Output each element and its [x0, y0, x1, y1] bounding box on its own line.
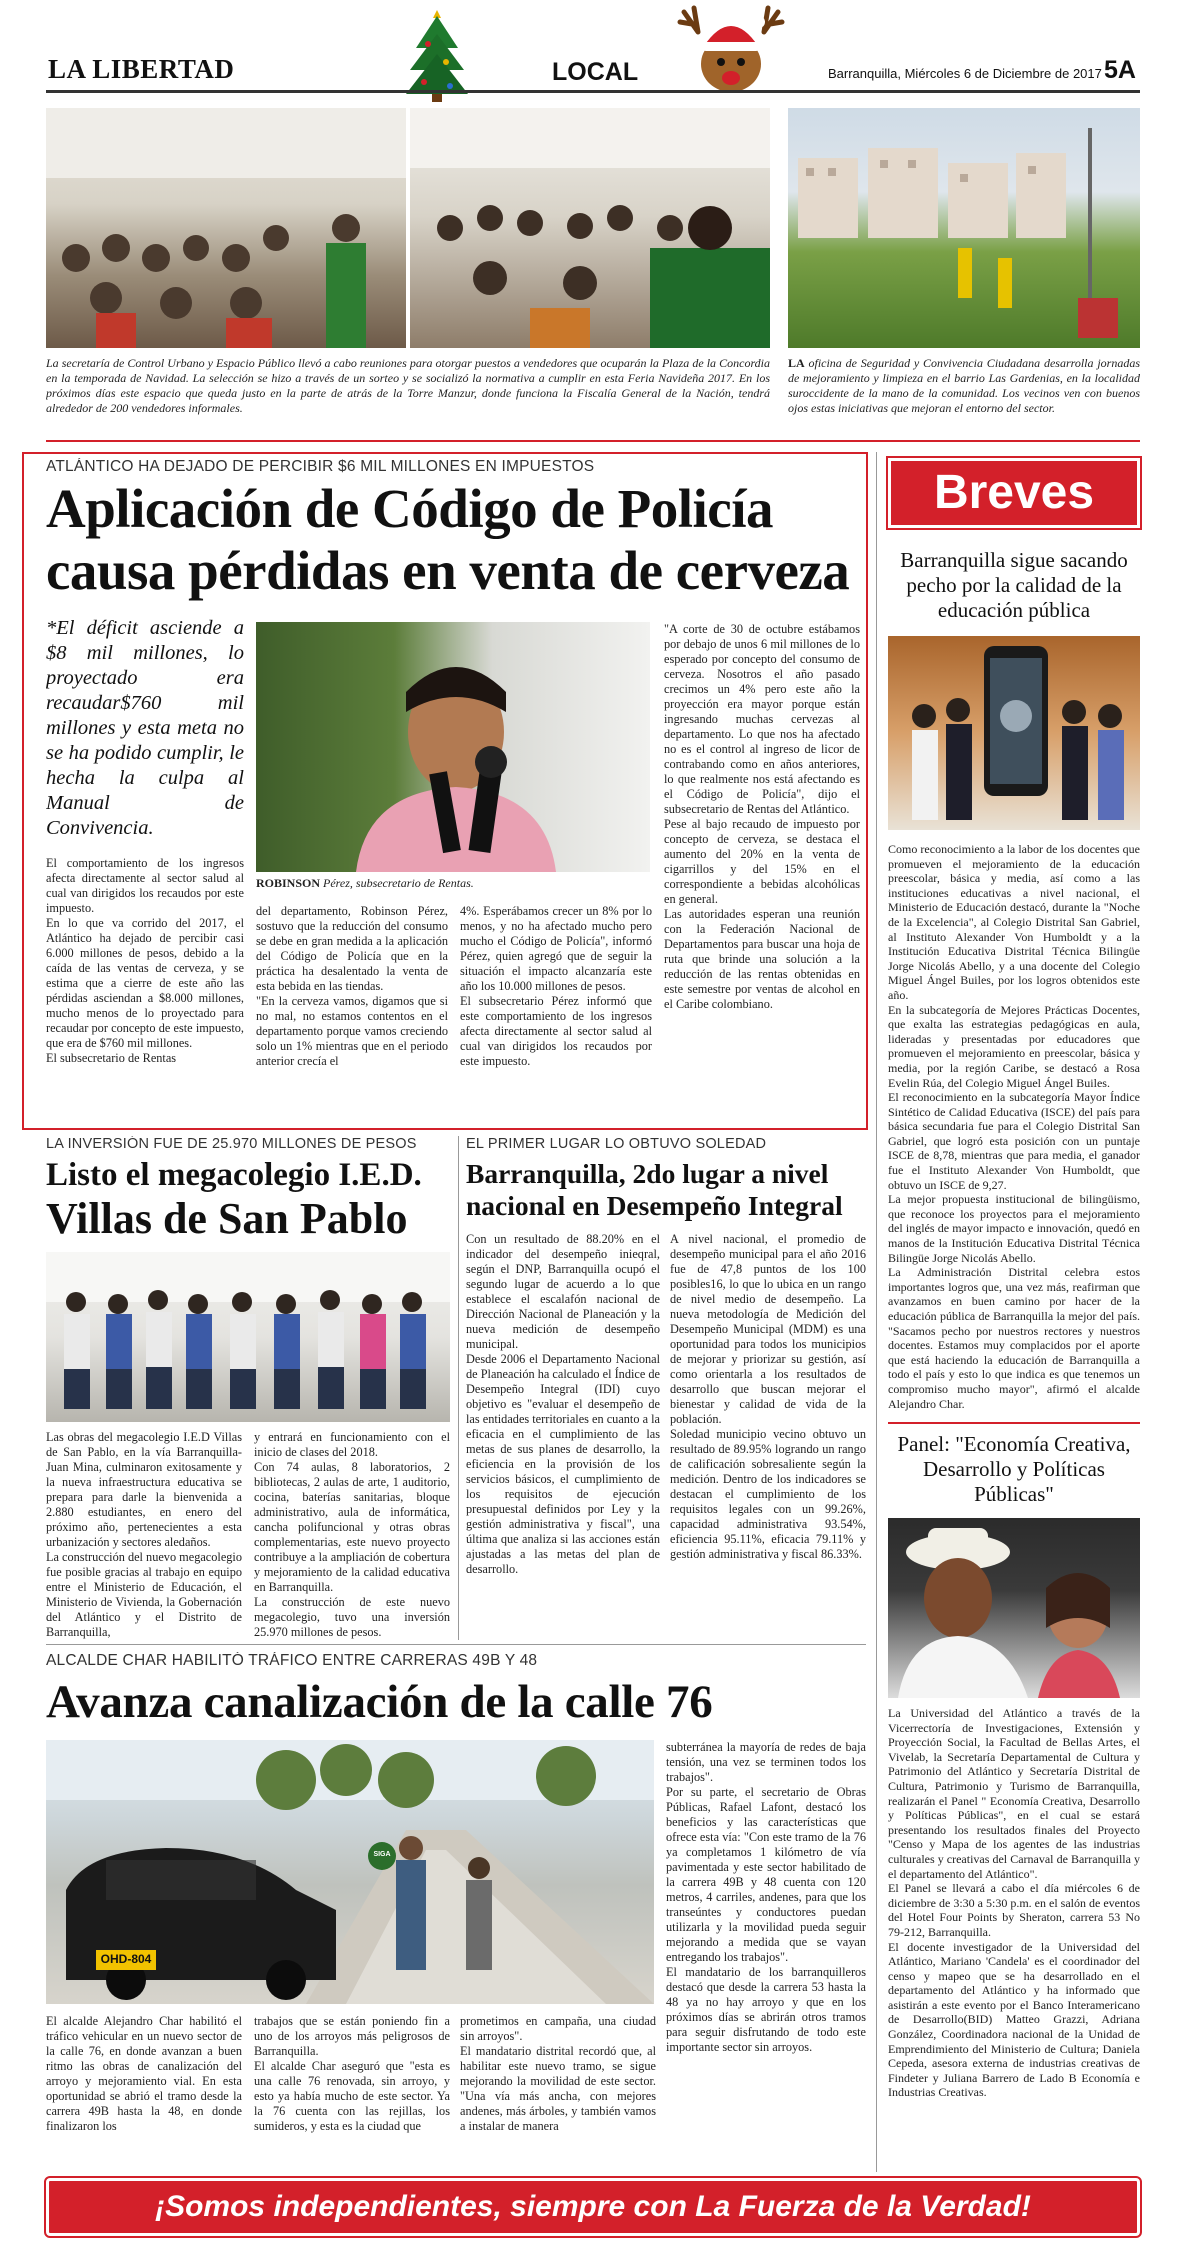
lead-headline-1: Aplicación de Código de Policía: [46, 478, 773, 539]
lead-headline-2: causa pérdidas en venta de cerveza: [46, 540, 850, 601]
photo-caption-robinson-name: ROBINSON: [256, 876, 321, 890]
caption-cleanup-text: oficina de Seguridad y Convivencia Ciudadana desarrolla jornadas de mejoramiento y limpieza en el barrio Las Gardenias, en la localidad suroccidente de la mano de la comunidad. Los vecinos ven con buenos ojos estas iniciativas que mejoran el entorno del sector.: [788, 356, 1140, 415]
lead-col-4: "A corte de 30 de octubre estábamos por debajo de unos 6 mil millones de lo esperado por concepto del consumo de cerveza. Nosotros el año pasado crecimos un 4% pero este año la proyección era mayor porque están ingresando muchas cervezas al departamento. Lo que nos ha afectado no es el control al ingreso de licor de contrabando como en años anteriores, lo que realmente nos está afectando es el Código de Policía", dijo el subsecretario de Rentas del Atlántico. Pese al bajo recaudo de impuesto por concepto de cerveza, se destaca el aumento del 20% en la venta de cigarrillos y del 15% en el correspondiente a bebidas alcohólicas en general. Las autoridades esperan una reunión con la Federación Nacional de Departamentos para buscar una hoja de ruta que brinde una solución a la reducción de las rentas obtenidas en este semestre por ventas de alcohol en el Caribe colombiano.: [664, 622, 860, 1011]
megacolegio-col-1: Las obras del megacolegio I.E.D Villas de San Pablo, en la vía Barranquilla-Juan Mina, culminaron exitosamente y la nueva infraestructura educativa se prepara para darle la bienvenida a 2.880 estudiantes, en enero del próximo año, pertenecientes a esta urbanización y sectores aledaños. La construcción del nuevo megacolegio fue posible gracias al trabajo en equipo entre el Ministerio de Educación, el Ministerio de Vivienda, la Gobernación del Atlántico y el Distrito de Barranquilla,: [46, 1430, 242, 1639]
footer-banner: [46, 2178, 1140, 2236]
photo-vendor-meeting-1: [46, 108, 406, 348]
photo-vendor-meeting-2: [410, 108, 770, 348]
photo-panel-speakers: [888, 1518, 1140, 1698]
lead-col-2: del departamento, Robinson Pérez, sostuvo que la reducción del consumo se debe en gran medida a la aplicación del Código de Policía que en la práctica ha desalentado la venta de esta bebida en las tiendas. "En la cerveza vamos, digamos que si no mal, no estamos contentos en el departamento porque vamos creciendo solo un 1% mientras que en el periodo anterior crecía el: [256, 904, 448, 1068]
breves-item2-headline: Panel: "Economía Creativa, Desarrollo y Políticas Públicas": [897, 1432, 1131, 1506]
photo-calle-76: [46, 1740, 654, 2004]
plate-text: OHD-804: [100, 1952, 152, 1966]
megacolegio-headline-1: Listo el megacolegio I.E.D.: [46, 1157, 422, 1193]
photo-cleanup-las-gardenias: [788, 108, 1140, 348]
photo-caption-robinson: [256, 876, 650, 891]
masthead-bar: [46, 0, 1140, 104]
breves-item2-body: La Universidad del Atlántico a través de la Vicerrectoría de Investigaciones, Extensión y Proyección Social, la Facultad de Bellas Artes, el Vivelab, la Secretaría Departamental de Cultura y Patrimonio del Atlántico y Secretaría Distrital de Cultura, Patrimonio y Turismo de Barranquilla, realizarán el Panel " Economía Creativa, Desarrollo y Políticas Públicas", en el cual se estará presentando los resultados finales del Proyecto "Censo y Mapa de los agentes de las industrias culturales y creativas del Carnaval de Barranquilla y el departamento del Atlántico". El Panel se llevará a cabo el día miércoles 6 de diciembre de 3:30 a 5:30 p.m. en el salón de eventos del Hotel Four Points by Sheraton, carrera 53 No 79-212, Barranquilla. El docente investigador de la Universidad del Atlántico, Mariano 'Candela' es el coordinador del censo y mapeo que se ha desarrollado en el departamento del Atlántico y ha informado que asistirán a este evento por el Banco Interamericano de Desarrollo(BID) Matteo Grazzi, Adriana González, Coordinadora nacional de la Unidad de Emprendimiento del Ministerio de Cultura; Daniela Cepeda, asesora externa de industrias creativas de Findeter y Juliana Barrero de Lado B Economía e Industrias Creativas.: [888, 1706, 1140, 2100]
megacolegio-kicker: LA INVERSIÓN FUE DE 25.970 MILLONES DE PESOS: [46, 1136, 417, 1152]
photo-caption-robinson-rest: Pérez, subsecretario de Rentas.: [320, 876, 474, 890]
calle76-col-3: prometimos en campaña, una ciudad sin arroyos". El mandatario distrital recordó que, al habilitar este nuevo tramo, se sigue mejorando la movilidad de este sector. "Una vía más ancha, con mejores andenes, más árboles, y también vamos a instalar de manera: [460, 2014, 656, 2133]
calle76-col-4: subterránea la mayoría de redes de baja tensión, una vez se terminen todos los trabajos". Por su parte, el secretario de Obras Públicas, Rafael Lafont, destacó los beneficios y las características que ofrece esta vía: "Con este tramo de la 76 ya completamos 1 kilómetro de vía pavimentada y este sector habilitado de la carrera 49B y 48 cuenta con 120 metros, 4 carriles, andenes, para que los transeúntes y conductores puedan utilizarla y la movilidad pueda seguir mejorando a medida que se vayan entregando los trabajos". El mandatario de los barranquilleros destacó que desde la carrera 53 hasta la 48 ya no hay arroyo y que en los próximos días se abrirán otros tramos para seguir disfrutando de todo este importante sector sin arroyos.: [666, 1740, 866, 2054]
photo-education-award: [888, 636, 1140, 830]
caption-cleanup: [788, 356, 1140, 416]
desempeno-kicker: EL PRIMER LUGAR LO OBTUVO SOLEDAD: [466, 1136, 767, 1152]
header-rule: [46, 90, 1140, 93]
breves-item-divider: [888, 1422, 1140, 1424]
desempeno-headline-1: Barranquilla, 2do lugar a nivel: [466, 1158, 829, 1189]
reindeer-santa-icon: [676, 2, 786, 104]
lead-summary: *El déficit asciende a $8 mil millones, lo proyectado era recaudar$760 mil millones y esta meta no se ha podido cumplir, le hecha la culpa al Manual de Convivencia.: [46, 617, 244, 839]
top-section-rule: [46, 440, 1140, 442]
lead-kicker: ATLÁNTICO HA DEJADO DE PERCIBIR $6 MIL MILLONES EN IMPUESTOS: [46, 458, 595, 475]
page-number: 5A: [1104, 56, 1136, 84]
siga-sign-text: SIGA: [373, 1851, 391, 1858]
calle76-headline: Avanza canalización de la calle 76: [46, 1676, 713, 1728]
breves-item1-headline: Barranquilla sigue sacando pecho por la calidad de la educación pública: [900, 548, 1128, 622]
breves-item1-body: Como reconocimiento a la labor de los docentes que promueven el mejoramiento de la educación preescolar, básica y media, así como a las instituciones educativas a nivel nacional, el Ministerio de Educación destacó, durante la "Noche de la Excelencia", al Colegio Distrital San Gabriel, al Instituto Alexander Von Humboldt y a la Institución Educativa Distrital Técnica Bilingüe Jorge Nicolás Abello, y a una docente del Colegio Miguel Ángel Builes, por los logros obtenidos este año. En la subcategoría de Mejores Prácticas Docentes, que exalta las estrategias pedagógicas en aula, lideradas y presentadas por educadores que promueven el mejoramiento en preescolar, básica y media, por la región Caribe, se destacó a Rosa Evelin Rúa, del Colegio Miguel Ángel Builes. El reconocimiento en la subcategoría Mayor Índice Sintético de Calidad Educativa (ISCE) del país para básica secundaria fue para el Colegio Distrital San Gabriel, que logró esta posición con un puntaje ISCE de 8,78, mientras que para media, el ganador fue el Instituto Alexander Von Humboldt, que obtuvo un ISCE de 9,27. La mejor propuesta institucional de bilingüismo, que reconoce los proyectos para el mejoramiento del inglés de mayor impacto e innovación, quedó en manos de la Institución Educativa Distrital Técnica Bilingüe Jorge Nicolás Abello. La Administración Distrital celebra estos importantes logros que, una vez más, reafirman que avanzamos en buen camino por hacer de la educación pública de Barranquilla la mejor del país. "Sacamos pecho por nuestros rectores y nuestros docentes. Estamos muy complacidos por el aporte que está haciendo la educación de Barranquilla a todo el país y esto lo que indica es que tenemos un compromiso mucho mayor", afirmó el alcalde Alejandro Char.: [888, 842, 1140, 1411]
megacolegio-headline-2: Villas de San Pablo: [46, 1194, 408, 1243]
breves-divider: [876, 452, 877, 2172]
calle76-col-1: El alcalde Alejandro Char habilitó el tráfico vehicular en un nuevo sector de la calle 76, en donde avanzan a buen ritmo las obras de canalización del arroyo y mejoramiento vial. En esta oportunidad se abrió el tramo desde la carrera 49B hasta la 48, en donde finalizaron los: [46, 2014, 242, 2133]
dateline: Barranquilla, Miércoles 6 de Diciembre de 2017: [828, 66, 1102, 81]
photo-megacolegio-officials: [46, 1252, 450, 1422]
masthead-title: LA LIBERTAD: [48, 54, 235, 84]
breves-title-text: Breves: [933, 466, 1095, 519]
section-name: LOCAL: [552, 58, 639, 86]
lead-col-1: El comportamiento de los ingresos afecta directamente al sector salud al cual van dirigidos los recaudos por este impuesto. En lo que va corrido del 2017, el Atlántico ha dejado de percibir casi 6.000 millones de pesos, debido a la caída de las ventas de cerveza, y se estima que a cierre de este año las pérdidas asciendan a $8.000 millones, mucho menos de lo proyectado para recaudar por concepto de este impuesto, que era de $760 mil millones. El subsecretario de Rentas: [46, 856, 244, 1065]
calle76-top-rule: [46, 1644, 866, 1645]
calle76-kicker: ALCALDE CHAR HABILITÓ TRÁFICO ENTRE CARRERAS 49B Y 48: [46, 1652, 538, 1669]
megacolegio-divider: [458, 1136, 459, 1640]
caption-vendors: [46, 356, 770, 416]
desempeno-col-1: Con un resultado de 88.20% en el indicador del desempeño inieqral, según el DNP, Barranquilla ocupó el segundo lugar de acuerdo a lo que establece el escalafón nacional de Dirección Nacional de Planeación y la nueva medición de desempeño municipal. Desde 2006 el Departamento Nacional de Planeación ha calculado el Índice de Desempeño Integral (IDI) cuyo objetivo es "evaluar el desempeño de las entidades territoriales en cuanto a la eficacia en el cumplimiento de las metas de sus planes de desarrollo, la eficiencia en la provisión de los servicios básicos, el cumplimiento de los requisitos de ejecución presupuestal definidos por Ley y la gestión administrativa y fiscal", una última que analiza si las acciones están ajustadas a las metas del plan de desarrollo.: [466, 1232, 660, 1576]
megacolegio-col-2: y entrará en funcionamiento con el inicio de clases del 2018. Con 74 aulas, 8 laboratorios, 2 bibliotecas, 2 aulas de arte, 1 auditorio, cocina, baterías sanitarias, bloque administrativo, aula de informática, cancha polifuncional y otras obras complementarias, este nuevo proyecto contribuye a la ampliación de cobertura y mejoramiento de la calidad educativa en Barranquilla. La construcción de este nuevo megacolegio, tuvo una inversión 25.970 millones de pesos.: [254, 1430, 450, 1639]
lead-col-3: 4%. Esperábamos crecer un 8% por lo menos, y no ha afectado mucho pero mucho el Código de Policía", informó Pérez, quien agregó que de seguir la situación el impacto alcanzaría este año los 10.000 millones de pesos. El subsecretario Pérez informó que este comportamiento de los ingresos afecta directamente al sector salud al cual van dirigidos los recaudos por este impuesto.: [460, 904, 652, 1068]
calle76-col-2: trabajos que se están poniendo fin a uno de los arroyos más peligrosos de Barranquilla. El alcalde Char aseguró que "esta es una calle 76 renovada, sin arroyo, y esto ya había mucho de este sector. Ya la 76 cuenta con las rejillas, los sumideros, y esta es la ciudad que: [254, 2014, 450, 2133]
desempeno-headline-2: nacional en Desempeño Integral: [466, 1190, 843, 1221]
breves-title: [888, 458, 1140, 528]
caption-vendors-text: La secretaría de Control Urbano y Espacio Público llevó a cabo reuniones para otorgar puestos a vendedores que ocuparán la Plaza de la Concordia en la temporada de Navidad. La selección se hizo a través de un sorteo y se socializó la normativa a cumplir en esta Feria Navideña 2017. En los próximos días este espacio que queda justo en la parte de atrás de la Torre Manzur, donde funciona la Fiscalía General de la Nación, tendrá alrededor de 200 vendedores informales.: [46, 356, 770, 415]
desempeno-col-2: A nivel nacional, el promedio de desempeño municipal para el año 2016 fue de 47,8 puntos de los 100 posibles16, lo que lo ubica en un rango de nivel medio de desempeño. La nueva metodología de Medición del Desempeño Municipal (MDM) es una oportunidad para todos los municipios de mejorar y priorizar su gestión, así como orientarla a los resultados de desarrollo que buscan mejorar el bienestar y calidad de vida de la población. Soledad municipio vecino obtuvo un resultado de 89.95% logrando un rango de calificación sobresaliente según la medición. Dentro de los indicadores se destacan el cumplimiento de los requisitos legales con un 99.26%, capacidad administrativa 93.54%, eficiencia 95.11%, eficacia 79.11% y gestión administrativa y fiscal 86.33%.: [670, 1232, 866, 1561]
caption-cleanup-lead: LA: [788, 356, 805, 370]
photo-robinson-perez: [256, 622, 650, 872]
christmas-tree-icon: [402, 4, 472, 104]
footer-slogan: ¡Somos independientes, siempre con La Fuerza de la Verdad!: [155, 2190, 1031, 2223]
